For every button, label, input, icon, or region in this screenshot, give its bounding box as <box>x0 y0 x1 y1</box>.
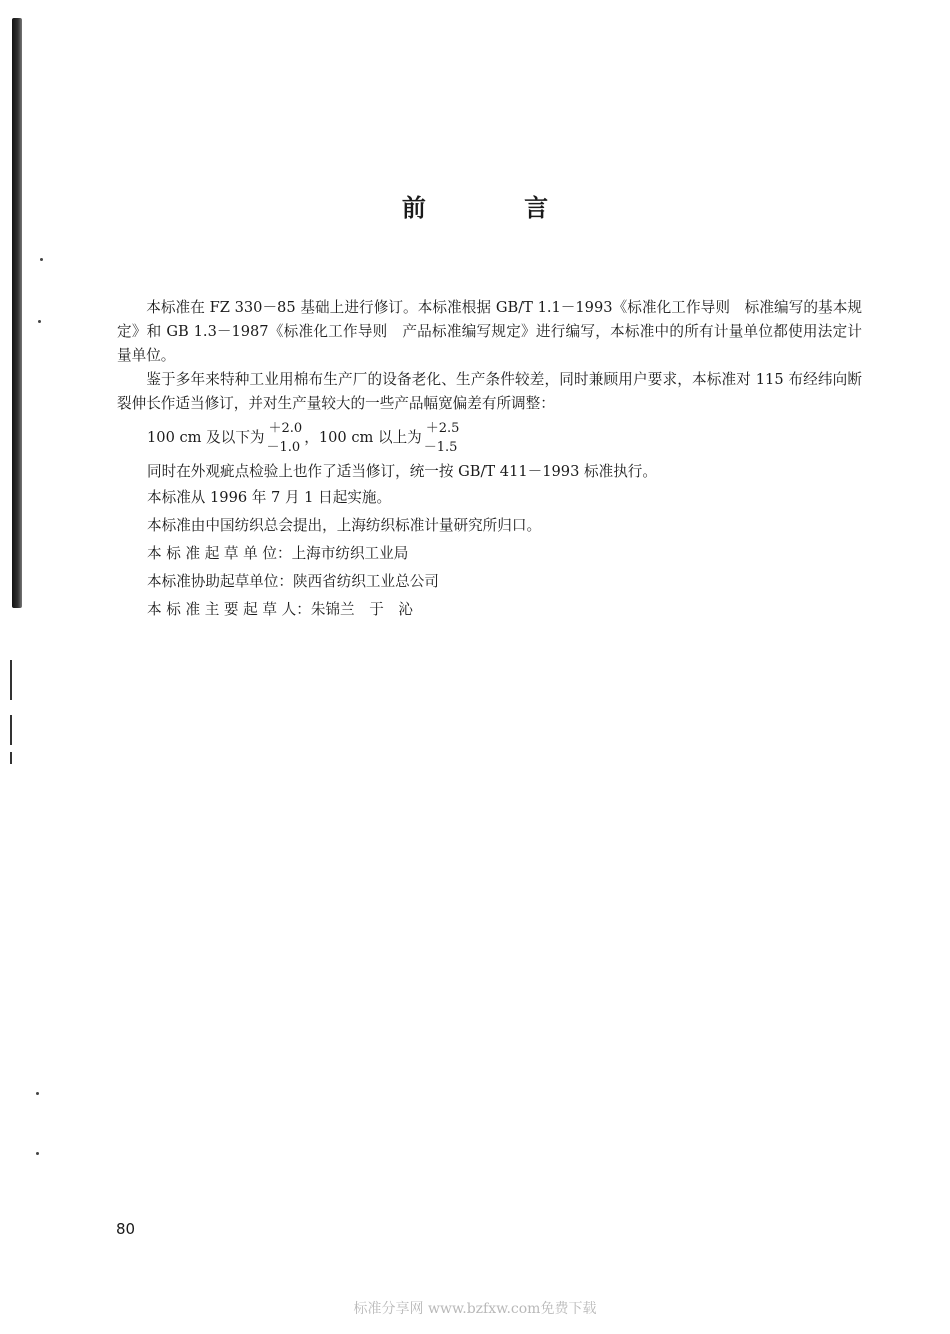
page-number: 80 <box>116 1220 136 1238</box>
foreword-body <box>117 296 862 622</box>
paragraph-adjustments: 鉴于多年来特种工业用棉布生产厂的设备老化、生产条件较差，同时兼顾用户要求，本标准对 115 布经纬向断裂伸长作适当修订，并对生产量较大的一些产品幅宽偏差有所调整： <box>117 371 862 412</box>
tolerance-2-upper: ＋2.5 <box>425 421 460 436</box>
effective-date-line: 本标准从 1996 年 7 月 1 日起实施。 <box>147 489 392 506</box>
width-tolerance-line <box>117 418 862 458</box>
tolerance-1-upper: ＋2.0 <box>268 421 303 436</box>
watermark: 标准分享网 www.bzfxw.com免费下载 <box>353 1301 597 1317</box>
inspection-line: 同时在外观疵点检验上也作了适当修订，统一按 GB/T 411－1993 标准执行。 <box>147 463 657 480</box>
title-char-1: 前 <box>401 194 426 222</box>
tolerance-2 <box>424 419 460 457</box>
tolerance-label-1: 100 cm 及以下为 <box>147 429 265 446</box>
scan-mark <box>10 715 12 745</box>
scan-speck <box>36 1152 39 1155</box>
document-title <box>0 188 950 223</box>
scan-mark <box>10 752 12 764</box>
title-char-2: 言 <box>524 194 549 222</box>
scan-speck <box>36 1092 39 1095</box>
tolerance-2-lower: －1.5 <box>423 440 458 455</box>
tolerance-separator: ， <box>304 429 319 446</box>
paragraph-revision-basis: 本标准在 FZ 330－85 基础上进行修订。本标准根据 GB/T 1.1－1993《标准化工作导则 标准编写的基本规定》和 GB 1.3－1987《标准化工作导则 产品标准编写规定》进行编写，本标准中的所有计量单位都使用法定计量单位。 <box>117 299 862 364</box>
tolerance-label-2: 100 cm 以上为 <box>318 429 422 446</box>
scan-mark <box>10 660 12 700</box>
scan-speck <box>40 258 43 261</box>
scan-speck <box>38 320 41 323</box>
tolerance-1-lower: －1.0 <box>266 440 301 455</box>
tolerance-1 <box>267 419 303 457</box>
scan-shadow-edge <box>12 18 22 608</box>
proposer-line: 本标准由中国纺织总会提出，上海纺织标准计量研究所归口。 <box>147 517 542 534</box>
co-drafting-unit-line: 本标准协助起草单位：陕西省纺织工业总公司 <box>147 573 439 590</box>
drafters-line: 本 标 准 主 要 起 草 人：朱锦兰 于 沁 <box>147 601 413 618</box>
drafting-unit-line: 本 标 准 起 草 单 位：上海市纺织工业局 <box>147 545 409 562</box>
